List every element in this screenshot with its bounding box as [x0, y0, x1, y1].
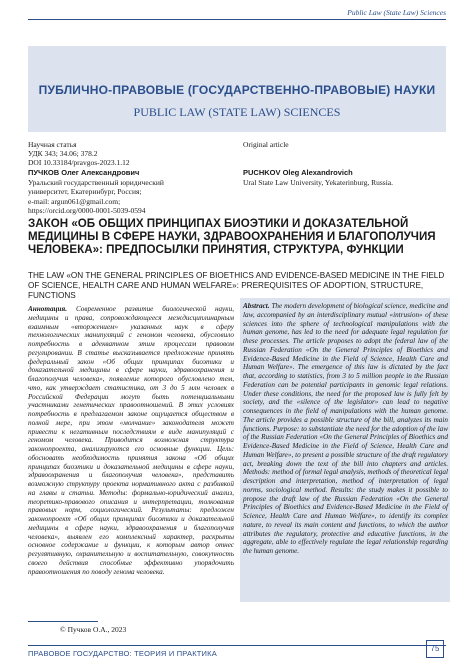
journal-running-title: Public Law (State Law) Sciences: [347, 8, 446, 17]
section-title-ru: ПУБЛИЧНО-ПРАВОВЫЕ (ГОСУДАРСТВЕННО-ПРАВОВЫЕ) НАУКИ: [38, 83, 436, 97]
doi: DOI 10.33184/pravgos-2023.1.12: [28, 158, 130, 167]
author-email[interactable]: e-mail: argun061@gmail.com;: [28, 196, 121, 206]
author-name-ru: ПУЧКОВ Олег Александрович: [28, 168, 140, 177]
author-orcid[interactable]: https://orcid.org/0000-0001-5039-0594: [28, 206, 146, 215]
article-type-en: Original article: [243, 140, 289, 149]
author-block-ru: [28, 168, 233, 216]
article-meta: [28, 140, 130, 167]
header-divider: [28, 19, 446, 20]
author-block-en: [243, 168, 448, 187]
article-type-ru: Научная статья: [28, 140, 77, 149]
author-affiliation-en: Ural State Law University, Yekaterinburg, Russia.: [243, 177, 393, 187]
udk-code: УДК 343; 34.06; 378.2: [28, 149, 98, 158]
section-title-en: PUBLIC LAW (STATE LAW) SCIENCES: [133, 105, 341, 119]
abstract-label-ru: Аннотация.: [28, 305, 68, 313]
abstract-en: [243, 300, 450, 558]
abstract-text-ru: Современное развитие биологической науки, медицины и права, сопровождающееся междисциплинарным взаимным «вторжением» указанных наук в сферу технологических манипуляций с геномом человека, обусловило потребность в адекватном этим процессам правовом регулировании. В статье высказывается предложение принять федеральный закон «Об общих принципах биоэтики и доказательной медицины в сфере науки, здравоохранения и благополучия человека», появление которого обусловлено тем, что, как утверждает статистика, от 3 до 5 млн человек в Российской Федерации могут быть потенциальными участниками генетических правоотношений. В этих условиях потребность в предлагаемом законе ощущается обществом в полной мере, при этом «молчание» законодателя может привести к негативным последствиям в виде манипуляций с геномом человека. Приводится возможная структура законопроекта, анализируются его основные функции. Цель: обосновать необходимость принятия закона «Об общих принципах биоэтики и доказательной медицины в сфере науки, здравоохранения и благополучия человека», представить возможную структуру проекта нормативного акта с разбивкой на главы и статьи. Методы: формально-юридический анализ, теоретико-правового описания и интерпретации, толкования правовых норм, социологический. Результаты: предложен законопроект «Об общих принципах биоэтики и доказательной медицины в сфере науки, здравоохранения и благополучия человека», выявлен его комплексный характер, раскрыты основное содержание и функции, к которым автор отнес регулятивную, охранительную и воспитательную, совокупность своего действия способные эффективно упорядочить правоотношения по поводу генома человека.: [28, 305, 234, 576]
page-number: 75: [426, 640, 444, 658]
author-name-en: PUCHKOV Oleg Alexandrovich: [243, 168, 353, 177]
footer-journal-title: ПРАВОВОЕ ГОСУДАРСТВО: ТЕОРИЯ И ПРАКТИКА: [28, 649, 217, 658]
article-title-en: THE LAW «ON THE GENERAL PRINCIPLES OF BIOETHICS AND EVIDENCE-BASED MEDICINE IN THE FIELD OF SCIENCE, HEALTH CARE AND HUMAN WELFARE»: PREREQUISITES OF ADOPTION, STRUCTURE, FUNCTIONS: [28, 271, 445, 300]
abstract-ru: [28, 305, 234, 576]
footnote-divider: [28, 621, 98, 622]
article-title-ru: ЗАКОН «ОБ ОБЩИХ ПРИНЦИПАХ БИОЭТИКИ И ДОКАЗАТЕЛЬНОЙ МЕДИЦИНЫ В СФЕРЕ НАУКИ, ЗДРАВООХРАНЕНИЯ И БЛАГОПОЛУЧИЯ ЧЕЛОВЕКА»: ПРЕДПОСЫЛКИ ПРИНЯТИЯ, СТРУКТУРА, ФУНКЦИИ: [28, 217, 436, 256]
author-affiliation-ru-1: Уральский государственный юридический: [28, 177, 164, 187]
author-affiliation-ru-2: университет, Екатеринбург, Россия;: [28, 187, 142, 196]
abstract-text-en: The modern development of biological science, medicine and law, accompanied by an interdisciplinary mutual «intrusion» of these sciences into the sphere of technological manipulations with the human genome, has led to the need for adequate legal regulation for these processes. The article proposes to adopt the federal law of the Russian Federation «On the General Principles of Bioethics and Evidence-Based Medicine in the Field of Science, Health Care and Human Welfare». The emergence of this law is dictated by the fact that, according to statistics, from 3 to 5 million people in the Russian Federation can be potential participants in genomic legal relations. Under these conditions, the need for the proposed law is fully felt by society, and the «silence of the legislator» can lead to negative consequences in the field of manipulations with the human genome. The article provides a possible structure of the bill, analyzes its main functions. Purpose: to substantiate the need for the adoption of the law of the Russian Federation «On the General Principles of Bioethics and Evidence-Based Medicine in the Field of Science, Health Care and Human Welfare», to present a possible structure of the draft regulatory act, breaking down the text of the bill into chapters and articles. Methods: method of formal legal analysis, methods of theoretical legal description and interpretation, method of interpretation of legal norms, sociological method. Results: the study makes it possible to propose the draft law of the Russian Federation «On the General Principles of Bioethics and Evidence-Based Medicine in the Field of Science, Health Care and Human Welfare», to identify its complex nature, to reveal its main content and functions, to which the author attributes the regulatory, protective and educative functions, in the aggregate, able to effectively regulate the legal relationship regarding the human genome.: [243, 302, 449, 555]
footer-divider: [28, 645, 446, 646]
abstract-label-en: Abstract.: [243, 302, 270, 310]
copyright-note: © Пучков О.А., 2023: [60, 625, 127, 634]
